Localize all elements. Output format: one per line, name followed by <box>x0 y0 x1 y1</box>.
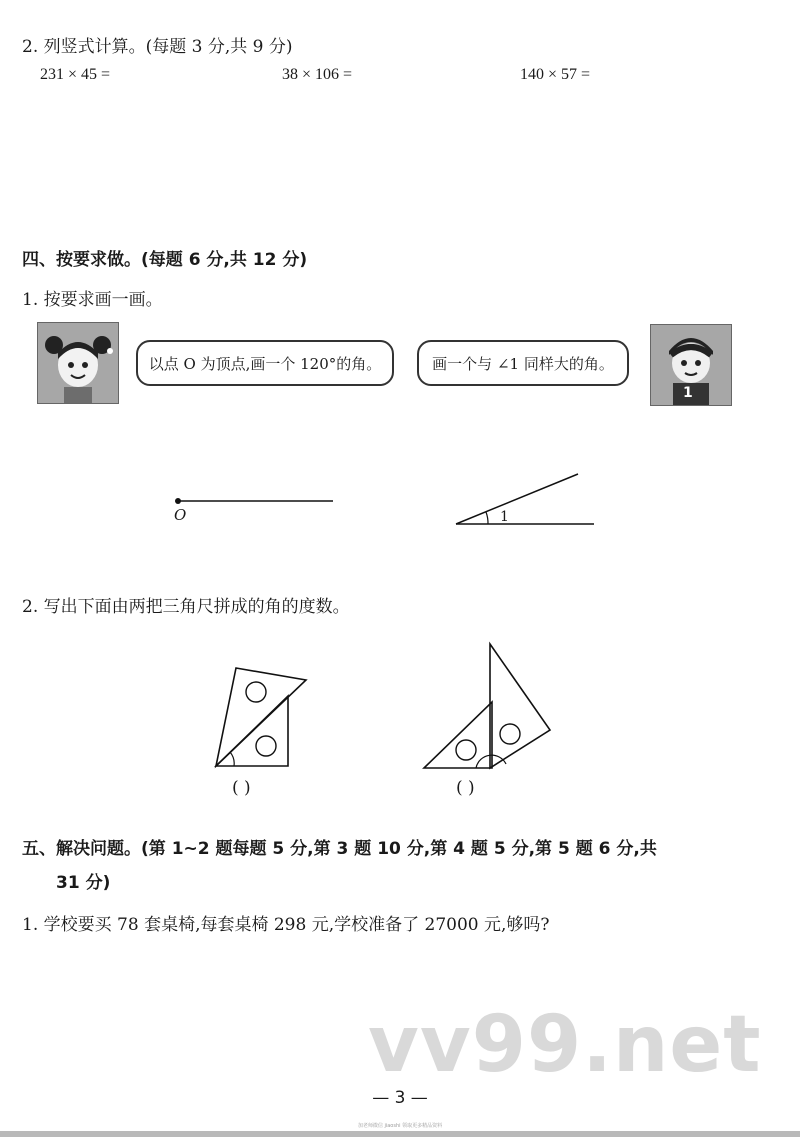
angle-1-upper-ray <box>456 474 578 524</box>
page-number: — 3 — <box>372 1088 428 1108</box>
section-4-q2-title: 2. 写出下面由两把三角尺拼成的角的度数。 <box>22 597 350 617</box>
speech-bubble-right <box>417 340 629 386</box>
watermark-text: vv99.net <box>368 1000 762 1090</box>
angle-arc-left <box>230 752 234 766</box>
calc-item-2: 38 × 106 = <box>282 66 353 83</box>
answer-blank-right[interactable]: ( ) <box>456 778 475 798</box>
boy-avatar <box>650 324 732 406</box>
bottom-bar <box>0 1131 800 1137</box>
calc-item-1: 231 × 45 = <box>40 66 111 83</box>
angle-1-arc <box>486 512 488 524</box>
triangle-set-left <box>208 660 312 772</box>
answer-blank-left[interactable]: ( ) <box>232 778 251 798</box>
calc-item-3: 140 × 57 = <box>520 66 591 83</box>
shirt-number: 1 <box>683 385 693 401</box>
section-5-heading-line-2: 31 分) <box>56 873 111 893</box>
section-5-heading-line-1: 五、解决问题。(第 1~2 题每题 5 分,第 3 题 10 分,第 4 题 5 分,第 5 题 6 分,共 <box>22 839 657 859</box>
ray-o-figure <box>160 490 350 520</box>
triangle-30-60-right <box>490 644 550 768</box>
speech-bubble-left-text: 以点 O 为顶点,画一个 120°的角。 <box>148 354 382 373</box>
triangle-45-left <box>216 696 288 766</box>
point-o-label: O <box>174 506 187 524</box>
speech-bubble-right-text: 画一个与 ∠1 同样大的角。 <box>432 354 614 373</box>
girl-avatar <box>37 322 119 404</box>
speech-bubble-left <box>136 340 394 386</box>
angle-1-label: 1 <box>500 509 509 525</box>
section-5-q1-text: 1. 学校要买 78 套桌椅,每套桌椅 298 元,学校准备了 27000 元,够吗? <box>22 915 550 935</box>
section-4-q1-title: 1. 按要求画一画。 <box>22 290 163 310</box>
footer-small-print: 加老师微信 jiaoshi 领取更多精品资料 <box>357 1123 443 1129</box>
angle-1-figure <box>450 468 600 532</box>
triangle-set-right <box>418 640 556 774</box>
section-4-heading: 四、按要求做。(每题 6 分,共 12 分) <box>22 250 308 270</box>
question-2-title: 2. 列竖式计算。(每题 3 分,共 9 分) <box>22 37 293 57</box>
